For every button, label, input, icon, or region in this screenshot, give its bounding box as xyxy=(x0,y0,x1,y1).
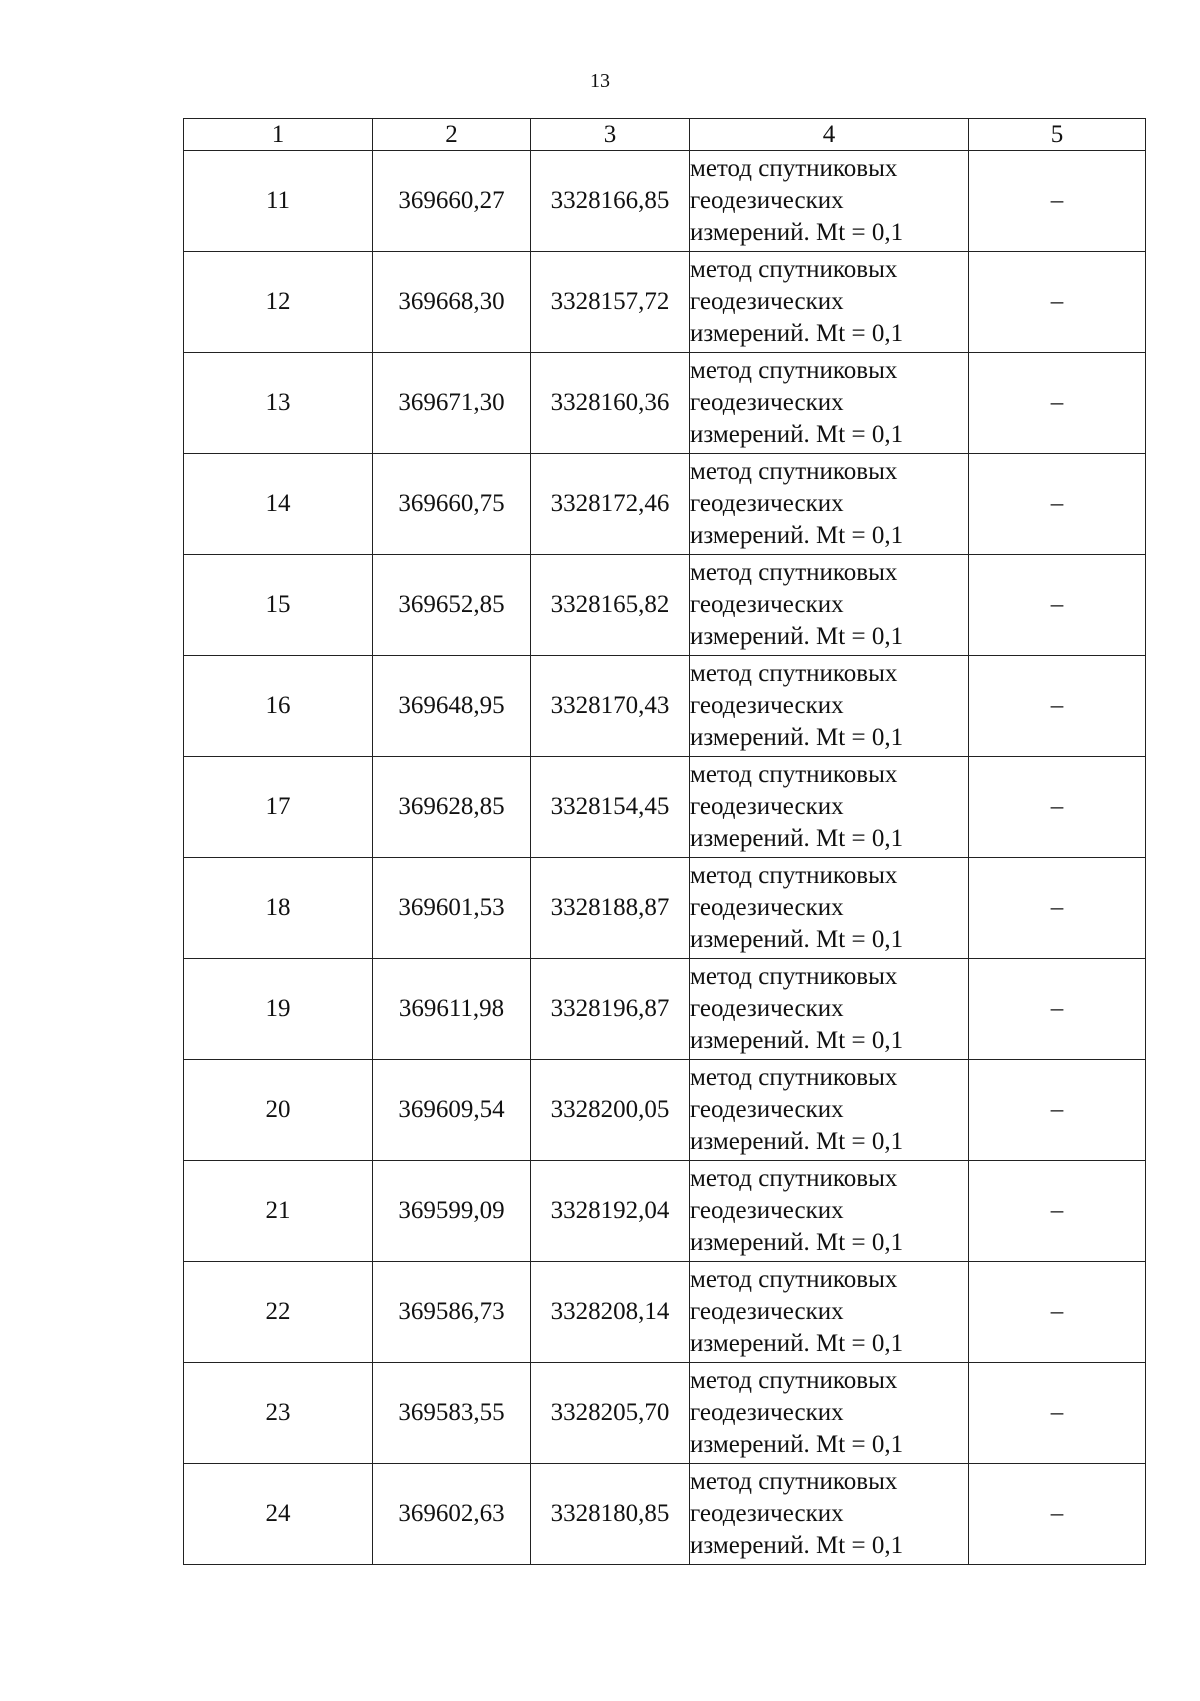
y-coordinate-cell: 3328180,85 xyxy=(531,1464,690,1565)
method-cell xyxy=(690,151,969,252)
method-line-1: метод спутниковых xyxy=(690,862,898,889)
y-coordinate-cell: 3328172,46 xyxy=(531,454,690,555)
method-line-3: измерений. Mt = 0,1 xyxy=(690,1229,904,1256)
method-line-3: измерений. Mt = 0,1 xyxy=(690,926,904,953)
method-line-1: метод спутниковых xyxy=(690,458,898,485)
point-number-cell: 15 xyxy=(184,555,373,656)
table-row xyxy=(184,858,1146,959)
x-coordinate-cell: 369660,27 xyxy=(373,151,531,252)
table-row xyxy=(184,959,1146,1060)
note-cell: – xyxy=(969,858,1146,959)
method-line-3: измерений. Mt = 0,1 xyxy=(690,320,904,347)
header-col-1: 1 xyxy=(184,119,373,151)
method-line-2: геодезических xyxy=(690,894,844,921)
method-cell xyxy=(690,555,969,656)
method-line-3: измерений. Mt = 0,1 xyxy=(690,219,904,246)
table-row xyxy=(184,1161,1146,1262)
table-row xyxy=(184,151,1146,252)
point-number-cell: 13 xyxy=(184,353,373,454)
note-cell: – xyxy=(969,1060,1146,1161)
table-body xyxy=(184,151,1146,1565)
y-coordinate-cell: 3328166,85 xyxy=(531,151,690,252)
point-number-cell: 23 xyxy=(184,1363,373,1464)
method-line-3: измерений. Mt = 0,1 xyxy=(690,1532,904,1559)
point-number-cell: 21 xyxy=(184,1161,373,1262)
method-cell xyxy=(690,1363,969,1464)
x-coordinate-cell: 369628,85 xyxy=(373,757,531,858)
note-cell: – xyxy=(969,959,1146,1060)
method-line-2: геодезических xyxy=(690,1096,844,1123)
x-coordinate-cell: 369602,63 xyxy=(373,1464,531,1565)
method-cell xyxy=(690,656,969,757)
method-line-3: измерений. Mt = 0,1 xyxy=(690,724,904,751)
y-coordinate-cell: 3328170,43 xyxy=(531,656,690,757)
note-cell: – xyxy=(969,555,1146,656)
method-line-1: метод спутниковых xyxy=(690,1367,898,1394)
method-line-2: геодезических xyxy=(690,995,844,1022)
y-coordinate-cell: 3328160,36 xyxy=(531,353,690,454)
method-cell xyxy=(690,353,969,454)
y-coordinate-cell: 3328192,04 xyxy=(531,1161,690,1262)
method-line-2: геодезических xyxy=(690,1298,844,1325)
method-line-3: измерений. Mt = 0,1 xyxy=(690,421,904,448)
method-line-3: измерений. Mt = 0,1 xyxy=(690,1330,904,1357)
y-coordinate-cell: 3328196,87 xyxy=(531,959,690,1060)
y-coordinate-cell: 3328200,05 xyxy=(531,1060,690,1161)
table-row xyxy=(184,1060,1146,1161)
method-line-2: геодезических xyxy=(690,692,844,719)
x-coordinate-cell: 369583,55 xyxy=(373,1363,531,1464)
method-line-1: метод спутниковых xyxy=(690,1468,898,1495)
method-line-1: метод спутниковых xyxy=(690,660,898,687)
method-cell xyxy=(690,252,969,353)
header-col-2: 2 xyxy=(373,119,531,151)
method-line-1: метод спутниковых xyxy=(690,1165,898,1192)
note-cell: – xyxy=(969,1161,1146,1262)
x-coordinate-cell: 369599,09 xyxy=(373,1161,531,1262)
y-coordinate-cell: 3328208,14 xyxy=(531,1262,690,1363)
method-line-2: геодезических xyxy=(690,1197,844,1224)
method-cell xyxy=(690,757,969,858)
x-coordinate-cell: 369668,30 xyxy=(373,252,531,353)
method-line-2: геодезических xyxy=(690,1399,844,1426)
method-line-2: геодезических xyxy=(690,187,844,214)
table-row xyxy=(184,656,1146,757)
note-cell: – xyxy=(969,1464,1146,1565)
method-line-1: метод спутниковых xyxy=(690,357,898,384)
method-line-3: измерений. Mt = 0,1 xyxy=(690,1027,904,1054)
table-row xyxy=(184,353,1146,454)
y-coordinate-cell: 3328188,87 xyxy=(531,858,690,959)
method-cell xyxy=(690,1262,969,1363)
point-number-cell: 18 xyxy=(184,858,373,959)
x-coordinate-cell: 369601,53 xyxy=(373,858,531,959)
table-row xyxy=(184,454,1146,555)
method-cell xyxy=(690,858,969,959)
method-line-2: геодезических xyxy=(690,490,844,517)
y-coordinate-cell: 3328205,70 xyxy=(531,1363,690,1464)
header-col-5: 5 xyxy=(969,119,1146,151)
header-col-3: 3 xyxy=(531,119,690,151)
method-cell xyxy=(690,959,969,1060)
y-coordinate-cell: 3328165,82 xyxy=(531,555,690,656)
table-row xyxy=(184,1464,1146,1565)
header-col-4: 4 xyxy=(690,119,969,151)
method-line-1: метод спутниковых xyxy=(690,559,898,586)
note-cell: – xyxy=(969,252,1146,353)
method-line-2: геодезических xyxy=(690,591,844,618)
method-cell xyxy=(690,1161,969,1262)
method-cell xyxy=(690,1464,969,1565)
note-cell: – xyxy=(969,353,1146,454)
x-coordinate-cell: 369611,98 xyxy=(373,959,531,1060)
method-cell xyxy=(690,454,969,555)
method-line-3: измерений. Mt = 0,1 xyxy=(690,825,904,852)
method-line-2: геодезических xyxy=(690,389,844,416)
y-coordinate-cell: 3328157,72 xyxy=(531,252,690,353)
method-line-1: метод спутниковых xyxy=(690,256,898,283)
table-row xyxy=(184,1262,1146,1363)
method-cell xyxy=(690,1060,969,1161)
method-line-1: метод спутниковых xyxy=(690,963,898,990)
method-line-1: метод спутниковых xyxy=(690,1266,898,1293)
method-line-2: геодезических xyxy=(690,1500,844,1527)
method-line-1: метод спутниковых xyxy=(690,155,898,182)
method-line-3: измерений. Mt = 0,1 xyxy=(690,1128,904,1155)
y-coordinate-cell: 3328154,45 xyxy=(531,757,690,858)
note-cell: – xyxy=(969,757,1146,858)
table-header-row xyxy=(184,119,1146,151)
note-cell: – xyxy=(969,656,1146,757)
method-line-3: измерений. Mt = 0,1 xyxy=(690,1431,904,1458)
method-line-1: метод спутниковых xyxy=(690,1064,898,1091)
note-cell: – xyxy=(969,1363,1146,1464)
x-coordinate-cell: 369648,95 xyxy=(373,656,531,757)
coordinates-table xyxy=(183,118,1146,1565)
point-number-cell: 24 xyxy=(184,1464,373,1565)
point-number-cell: 22 xyxy=(184,1262,373,1363)
method-line-3: измерений. Mt = 0,1 xyxy=(690,623,904,650)
table-row xyxy=(184,252,1146,353)
table-row xyxy=(184,555,1146,656)
page-number: 13 xyxy=(590,70,610,92)
table-row xyxy=(184,757,1146,858)
note-cell: – xyxy=(969,151,1146,252)
method-line-2: геодезических xyxy=(690,288,844,315)
point-number-cell: 11 xyxy=(184,151,373,252)
point-number-cell: 20 xyxy=(184,1060,373,1161)
method-line-1: метод спутниковых xyxy=(690,761,898,788)
point-number-cell: 14 xyxy=(184,454,373,555)
x-coordinate-cell: 369652,85 xyxy=(373,555,531,656)
table-row xyxy=(184,1363,1146,1464)
x-coordinate-cell: 369609,54 xyxy=(373,1060,531,1161)
x-coordinate-cell: 369671,30 xyxy=(373,353,531,454)
point-number-cell: 19 xyxy=(184,959,373,1060)
point-number-cell: 12 xyxy=(184,252,373,353)
method-line-3: измерений. Mt = 0,1 xyxy=(690,522,904,549)
method-line-2: геодезических xyxy=(690,793,844,820)
note-cell: – xyxy=(969,454,1146,555)
note-cell: – xyxy=(969,1262,1146,1363)
point-number-cell: 17 xyxy=(184,757,373,858)
x-coordinate-cell: 369660,75 xyxy=(373,454,531,555)
point-number-cell: 16 xyxy=(184,656,373,757)
x-coordinate-cell: 369586,73 xyxy=(373,1262,531,1363)
